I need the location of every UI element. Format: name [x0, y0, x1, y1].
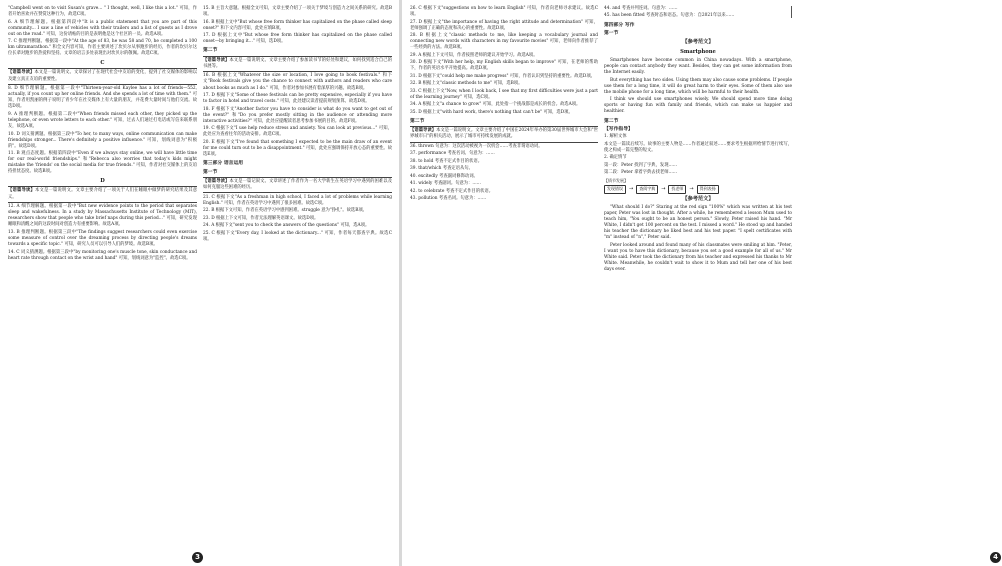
answer-paragraph: 15. B 主旨大意题。根据全文可知，文章主要介绍了一项关于梦境与创造力之间关系的研究。故选B项。 — [203, 6, 392, 18]
writing-guide-label: 【写作指导】 — [604, 126, 633, 133]
answer-paragraph: 12. A 细节理解题。根据第一段中"But new evidence points to the period that separates sleep and wakefulness. In a study by Massachusetts Institute of Technology (MIT), researchers show that people who take brief naps during this period..." 可知，研究发现睡眠和清醒之间的这段时间对创造力有重要影响。故选A项。 — [8, 204, 197, 228]
answer-paragraph: 30. D 根据下文"With her help, my English skills began to improve" 可知，在老师的帮助下，作者的英语水平开始提高。故选D项。 — [410, 60, 598, 72]
guide-text: 本文是一篇说明文。文章主要介绍了中国在2024年举办的第30届世界城市大会和"世界城市日"的相关活动，展示了城市可持续发展的成就。 — [410, 128, 598, 140]
section-heading: 第二节 — [410, 118, 425, 125]
answer-paragraph: 29. A 根据上下文可知，作者按照老师的建议开始学习。故选A项。 — [410, 52, 538, 58]
section-letter-c: C — [100, 59, 105, 66]
answer-paragraph: 19. C 根据下文"I use help reduce stress and anxiety. You can look at previous..." 可知，此处应为查看往年的活动安排。故选C项。 — [203, 126, 392, 138]
answer-paragraph: 17. D 根据下文"Some of these festivals can be pretty expensive, especially if you have to factor in hotel and travel costs." 可知，此处建议读者提前规划预算。故选D项。 — [203, 93, 392, 105]
answer-paragraph: 11. B 观点态度题。根据第四段中"Even if we always stay online, we will have little time for our real-world friendships." 和"Rebecca also worries that today's kids might mistake the 'friends' on the social media for true friends." 可知，作者对社交媒体上的友谊持担忧态度。故选B项。 — [8, 151, 197, 175]
answer-paragraph: 23. D 根据上下文可知，作者无法理解英语课文。故选D项。 — [203, 215, 319, 221]
answer-paragraph: 35. D 根据上文"with hard work, there's nothing that can't be" 可知，选D项。 — [410, 109, 573, 115]
answer-paragraph: 37. performance 考查名词。句意为：…… — [410, 151, 495, 157]
page-number-badge: 3 — [192, 552, 203, 563]
answer-paragraph: 27. D 根据上文"the importance of having the right attitude and determination" 可知，老师强调了正确的态度和决心的重要性。故选D项。 — [410, 19, 598, 31]
answer-paragraph: 16. B 根据上文"Whatever the size or location, I love going to book festivals." 和下文"Book festivals give you the chance to connect with authors and readers who care about books as much as I do." 可知，作者对参加书展有着深厚的兴趣。故选B项。 — [203, 73, 392, 91]
answer-paragraph: 25. C 根据下文"Every day, I looked at the dictionary..." 可知，作者每天都查字典。故选C项。 — [203, 230, 392, 243]
answer-paragraph: 36. thrown 句意为：这次活动被视为一次机会……考查非谓语动词。 — [410, 144, 543, 149]
answer-paragraph: 28. B 根据上文"classic methods to me, like keeping a vocabulary journal and connecting new words with characters in my favourite movies" 可知，老师向作者推荐了一些经典的方法。故选B项。 — [410, 33, 598, 51]
arrow-right-icon: → — [661, 185, 666, 192]
answer-paragraph: 41. widely 考查副词。句意为：…… — [410, 181, 481, 187]
guide-tag: 【语篇导读】 — [8, 70, 35, 76]
reference-essay-label: 【参考范文】 — [682, 195, 714, 202]
page-number-badge: 4 — [990, 552, 1001, 563]
answer-paragraph: 24. A 根据下文"sent you to check the answers of the questions" 可知，选A项。 — [203, 223, 370, 229]
answer-paragraph: 34. A 根据上文"a chance to grow" 可知，此处指一个挑战都是成长的机会。故选A项。 — [410, 102, 581, 108]
essay-paragraph: Peter looked around and found many of his classmates were smiling at him. "Peter, I want you to have this dictionary, because you set a good example for all of us." Mr White said. Peter took the dictionary from his teacher and expressed his thanks to Mr White. Meanwhile, he couldn't wait to show it to Mum and tell her one of his best days ever. — [604, 242, 792, 273]
answer-paragraph: 14. C 词义猜测题。根据第三段中"by monitoring one's muscle tone, skin conductance and heart rate through contact on the wrist and hand" 可知，划线词意为"监控"。故选C项。 — [8, 249, 197, 261]
left-column-1 — [8, 6, 197, 548]
answer-paragraph: 20. E 根据下文"I've found that something I expected to be the main draw of an event for me could turn out to be a disappointment." 可知，此处应强调保持开放心态的重要性。故选E项。 — [203, 139, 392, 158]
page-number — [990, 552, 1002, 563]
answer-paragraph: 39. that/which 考查定语从句。 — [410, 166, 473, 172]
guide-text: 本文是一篇说明文。文章主要介绍了参加读书节的好处和建议，如何找到适合自己的书展等。 — [203, 57, 393, 69]
answer-paragraph: 44. and 考查并列连词。句意为：…… — [604, 6, 678, 11]
plot-flow-row — [604, 185, 792, 194]
essay-title: Smartphone — [680, 48, 716, 55]
answer-paragraph: 42. to celebrate 考查不定式作目的状语。 — [410, 188, 494, 194]
page-number — [192, 552, 204, 563]
section-heading: 第四部分 写作 — [604, 21, 635, 28]
answer-paragraph: 38. to hold 考查不定式作目的状语。 — [410, 158, 482, 164]
answer-paragraph: 16. B 根据上文中"But whose free form thinker has capitalized on the phase called sleep onset?" 和下文内容可知，此处应填B项。 — [203, 19, 392, 31]
answer-paragraph: 9. A 推理判断题。根据第二段中"When friends missed each other, they picked up the telephone, or even wrote letters to each other." 可知，过去人们通过打电话或写信来联系朋友，故选A项。 — [8, 111, 197, 130]
answer-paragraph: 6. A 细节理解题。根据第四段中"It is a public statement that you are part of this community... I saw a line of vehicles with their trailers and a list of guests as I drove out on the road." 可知，这份请帖的目的是表明他是这个社区的一员。故选A项。 — [8, 19, 197, 37]
arrow-right-icon: → — [689, 185, 694, 192]
subsection-heading: 第一节 — [604, 30, 619, 37]
answer-paragraph: 22. B 根据下文可知，作者在英语学习中感到困难。struggle 意为"挣扎"。故选B项。 — [203, 208, 367, 214]
subsection-heading: 第一节 — [203, 168, 218, 175]
guide-tag: 【语篇导读】 — [203, 57, 230, 63]
answer-paragraph: 40. excitedly 考查副词修饰动词。 — [410, 173, 478, 179]
flow-node: 得到表扬 — [697, 185, 719, 194]
answer-paragraph: 45. has been fitted 考查时态和语态。句意为：自2021年以来…… — [604, 13, 735, 19]
passage-guide — [203, 56, 392, 72]
answer-paragraph: 18. F 根据下文"Another factor you have to consider is what do you want to get out of the event?" 和"Do you prefer mostly sitting in the audience or attending more interactive activities?" 可知，此处应提醒读者思考参加书展的目的。故选F项。 — [203, 106, 392, 124]
answer-paragraph: "Campbell went on to visit Susan's grave... " I thought, well, I like this a lot." 可知，作者开始喜欢并在赞赏这种行为，故选C项。 — [8, 6, 197, 18]
left-column-2 — [203, 6, 392, 548]
guide-step: 第二段：Peter 拿着字典去找老师…… — [604, 170, 678, 176]
guide-tag: 【语篇导读】 — [203, 179, 230, 185]
subsection-heading: 第二节 — [604, 117, 619, 124]
answer-paragraph: 26. C 根据下文"suggestions on how to learn English" 可知，作者向老师寻求建议。故选C项。 — [410, 6, 598, 18]
answer-paragraph: 43. pollution 考查名词。句意为：…… — [410, 196, 487, 202]
answer-paragraph: 8. D 细节理解题。根据第一段中"Thirteen-year-old Kaylee has a lot of friends—552, actually, if you count up her online friends. And she spends a lot of time with them." 可知，作者用凯丽的例子说明了青少年在社交媒体上有大量的朋友，并花费大量时间与他们交流。故选D项。 — [8, 86, 197, 110]
essay-paragraph: "What should I do?" Staring at the red sign "100%" which was written at his test paper, Peter was lost in thought. After a while, he remembered a lesson Mum used to teach him, "You ought to be an honest person." Slowly, Peter raised his hand. "Mr White, I didn't get 100 percent on the test. I missed a word." He stood up and handed his teacher the dictionary he liked best and his test paper. "I spelt certificates with "m" instead of "n"," Peter said. — [604, 204, 792, 241]
section-letter-d: D — [100, 177, 105, 184]
essay-paragraph: Smartphones have become common in China nowadays. With a smartphone, people can contact anybody they want. Besides, they can get some information from the Internet easily. — [604, 57, 792, 76]
answer-paragraph: 13. B 推理判断题。根据第三段中"The findings suggest researchers could even exercise some measure of control over the dreaming process by directing people's dreams towards a specific topic." 可知，研究人员可以引导人们的梦境。故选B项。 — [8, 229, 197, 248]
guide-step: 本文是一篇读后续写。故事的主要人物是……作者通过叙述……要求考生根据所给情节进行续写，使之构成一篇完整的短文。 — [604, 141, 792, 153]
right-column-1 — [410, 6, 598, 548]
guide-text: 本文是一篇说明文。文章探讨了在现代社会中友谊的变化，提到了社交媒体的影响以及建立真正友谊的重要性。 — [8, 70, 198, 82]
answer-paragraph: 10. D 词义猜测题。根据第三段中"To her, to many ways, online communication can make friendships stronger... There's definitely a positive influence." 可知，划线词意为"积极的"。故选D项。 — [8, 131, 197, 149]
passage-guide — [410, 126, 598, 142]
flow-node: 找老师 — [668, 185, 686, 194]
answer-paragraph: 17. D 根据上文中"But whose free form thinker has capitalized on the phase called onset—by bringing it..." 可知，选D项。 — [203, 33, 392, 45]
section-heading: 第三部分 语言运用 — [203, 160, 244, 167]
flow-node: 发现错误 — [604, 185, 626, 194]
passage-guide — [8, 186, 197, 202]
essay-paragraph: I think we should use smartphones wisely. We should spend more time doing sports or having fun with family and friends, which can make us happier and healthier. — [604, 97, 792, 115]
essay-paragraph: But everything has two sides. Using them may also cause some problems. If people use them for a long time, it will do great harm to their eyes. Some of them also use the mobile phone for a long time, which will be harmful to their health. — [604, 77, 792, 95]
flow-node: 查阅字典 — [636, 185, 658, 194]
answer-paragraph: 33. C 根据上下文"Now, when I look back, I see that my first difficulties were just a part of the learning journey" 可知，选C项。 — [410, 88, 598, 100]
left-page — [0, 0, 400, 566]
answer-paragraph: 32. B 根据上文"classic methods to me" 可知，选B项。 — [410, 81, 523, 87]
corner-mark — [791, 6, 792, 18]
section-heading: 第二节 — [203, 47, 218, 54]
passage-guide — [203, 177, 392, 193]
plot-flow-label: 【情节发展】 — [604, 177, 628, 183]
reference-essay-label: 【参考范文】 — [682, 39, 714, 46]
guide-text: 本文是一篇说明文。文章主要介绍了一项关于人们在睡眠中做梦的研究结果及其意义。 — [8, 188, 197, 200]
guide-step: 1. 解析文体 — [604, 134, 627, 140]
answer-paragraph: 21. C 根据下文"As a freshman in high school, I faced a lot of problems while learning English." 可知，作者在英语学习中遇到了很多困难。故选C项。 — [203, 194, 392, 206]
plot-flow — [604, 178, 792, 194]
passage-guide — [8, 68, 197, 84]
guide-step: 2. 确定情节 — [604, 155, 627, 161]
guide-tag: 【语篇导读】 — [410, 128, 437, 134]
guide-text: 本文是一篇记叙文。文章讲述了作者作为一名大学新生在英语学习中遇到的困难以及如何克服这些困难的经历。 — [203, 179, 393, 191]
right-page — [402, 0, 998, 566]
right-column-2 — [604, 6, 792, 548]
guide-step: 第一段：Peter 找到了字典，发现…… — [604, 162, 678, 168]
answer-paragraph: 7. C 推理判断题。根据第一段中"At the age of 83, he was 58 and 70, he completed a 100 km ultramarathon." 和全文内容可知，作者主要讲述了坎贝尔从事跑步的经历，作者的坎贝尔这位长辈对跑步的热爱和坚持。文章的语言多处表现出对坎贝尔的敬佩。故选C项。 — [8, 39, 197, 57]
answer-paragraph: 31. D 根据下文"could help me make progress" 可知，作者认识到坚持的重要性。故选D项。 — [410, 73, 595, 79]
guide-tag: 【语篇导读】 — [8, 188, 36, 194]
arrow-right-icon: → — [629, 185, 634, 192]
